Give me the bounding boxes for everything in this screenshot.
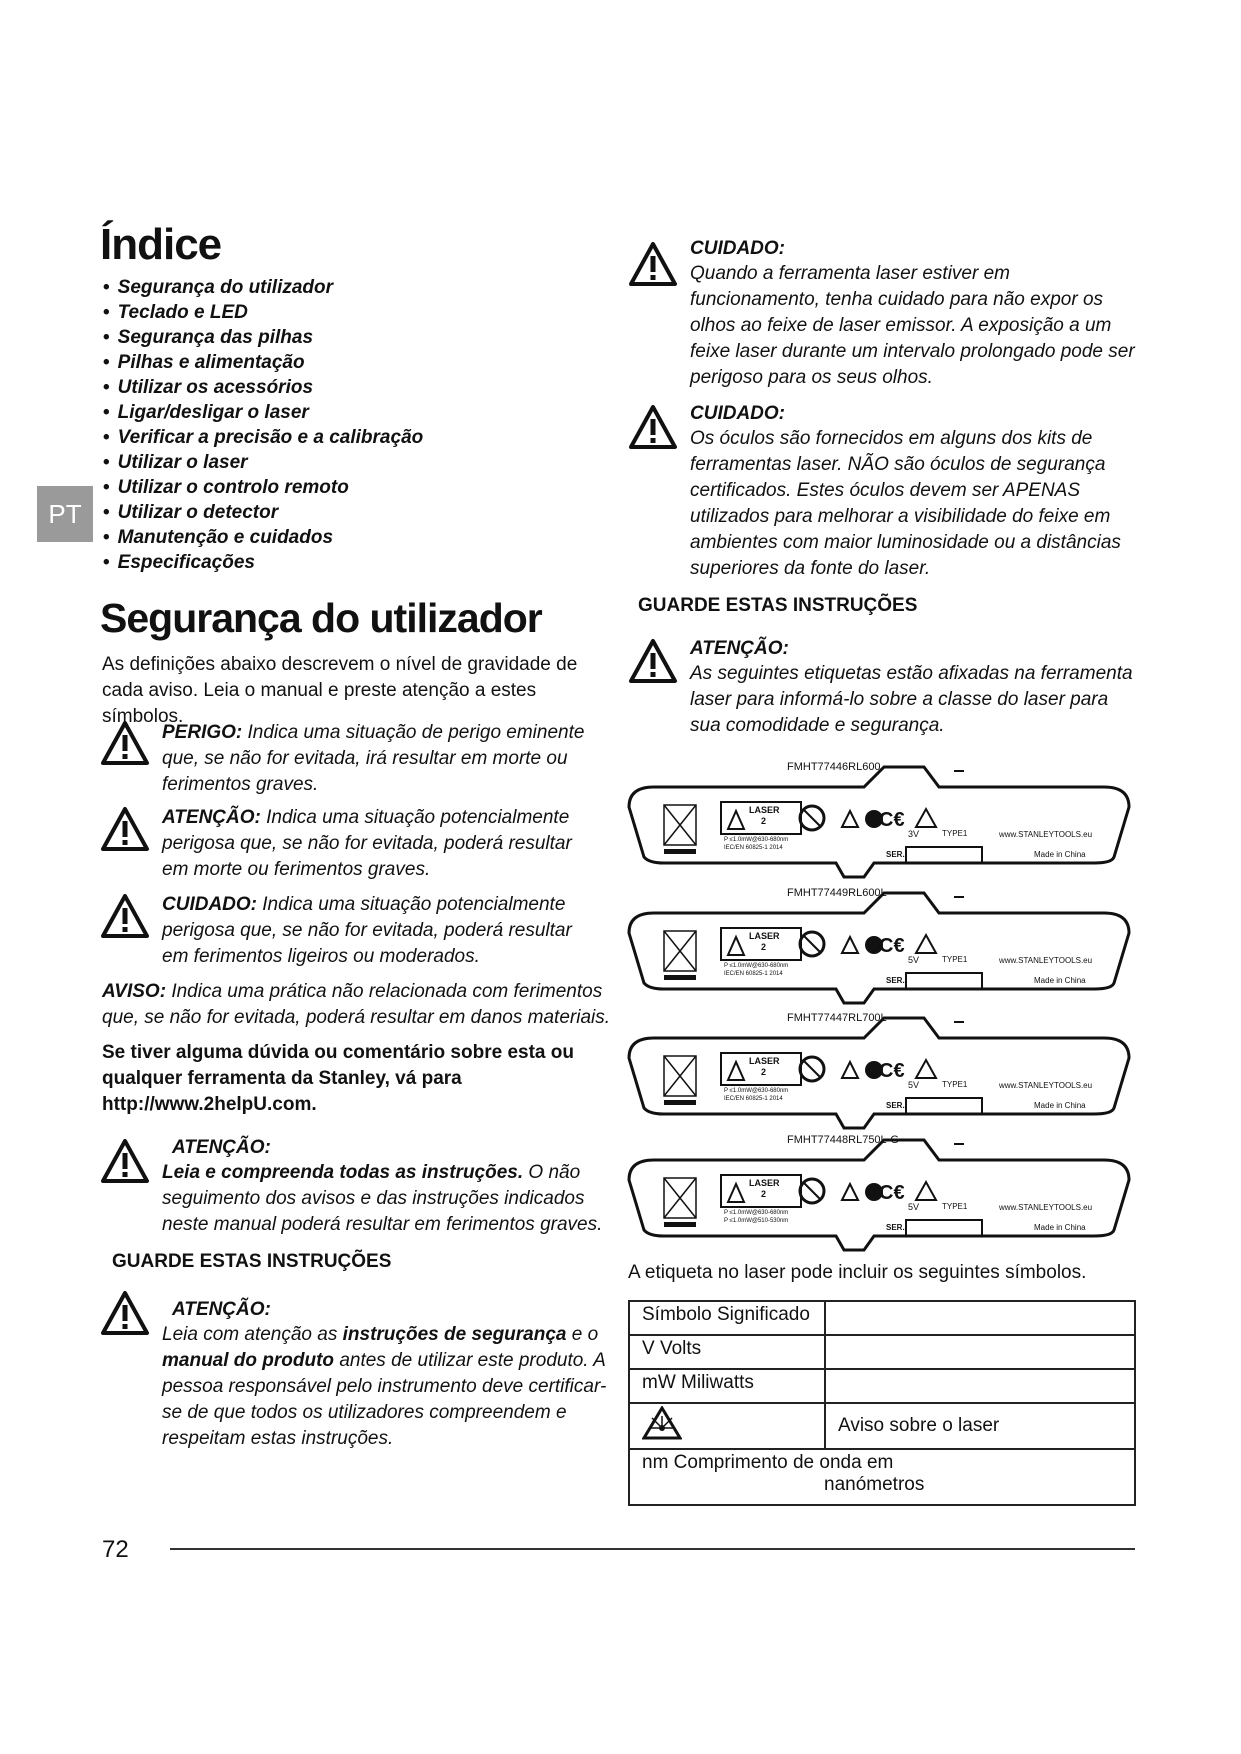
label-model: FMHT77449RL600L (787, 887, 887, 899)
label-standard-line: IEC/EN 60825-1 2014 (724, 971, 783, 977)
toc-item[interactable]: • Pilhas e alimentação (103, 350, 423, 375)
label-laser-text: LASER (749, 1056, 780, 1066)
label-serial: SER. (886, 1223, 905, 1232)
toc-item[interactable]: • Utilizar o detector (103, 500, 423, 525)
save-instructions-2: GUARDE ESTAS INSTRUÇÕES (638, 595, 918, 616)
warning2-part-a: Leia com atenção as (162, 1324, 343, 1345)
label-voltage: 5V (908, 1080, 920, 1090)
toc-item[interactable]: • Segurança do utilizador (103, 275, 423, 300)
label-voltage: 3V (908, 829, 920, 839)
atencao-definition (162, 805, 592, 883)
laser-warning-icon (642, 1406, 682, 1440)
symbols-intro: A etiqueta no laser pode incluir os seguintes símbolos. (628, 1262, 1087, 1283)
table-cell (629, 1403, 825, 1449)
label-made-in: Made in China (1034, 1101, 1086, 1110)
safety-title: Segurança do utilizador (100, 595, 542, 641)
label-power-line: P ≤1.0mW@630-680nm (724, 963, 789, 969)
warning1-text (162, 1160, 612, 1238)
warning2-title: ATENÇÃO: (172, 1299, 271, 1320)
warning-triangle-icon (628, 404, 678, 450)
label-serial: SER. (886, 1101, 905, 1110)
toc-item[interactable]: • Utilizar o laser (103, 450, 423, 475)
label-made-in: Made in China (1034, 976, 1086, 985)
laser-label (624, 1130, 1134, 1262)
toc-item[interactable]: • Manutenção e cuidados (103, 525, 423, 550)
safety-intro: As definições abaixo descrevem o nível de gravidade de cada aviso. Leia o manual e preste atenção a estes símbolos. (102, 654, 578, 727)
warning1-bold: Leia e compreenda todas as instruções. (162, 1162, 524, 1183)
ce-mark: C€ (879, 1060, 905, 1082)
attention-title: ATENÇÃO: (690, 638, 789, 659)
atencao-label: ATENÇÃO: (162, 807, 261, 828)
laser-label (624, 883, 1134, 1015)
table-row (629, 1449, 1135, 1505)
toc-item[interactable]: • Especificações (103, 550, 423, 575)
aviso-definition (102, 979, 612, 1031)
table-row (629, 1301, 1135, 1335)
toc-item[interactable]: • Verificar a precisão e a calibração (103, 425, 423, 450)
label-made-in: Made in China (1034, 1223, 1086, 1232)
warning-triangle-icon (100, 1138, 150, 1184)
warning2-part-c: e o (566, 1324, 599, 1345)
label-power-line: P ≤1.0mW@630-680nm (724, 837, 789, 843)
laser-label (624, 757, 1134, 889)
cuidado-text: Indica uma situação potencialmente perigosa que, se não for evitada, poderá resultar em ferimentos ligeiros ou moderados. (162, 894, 572, 967)
cuidado-definition (162, 892, 592, 970)
caution1-title: CUIDADO: (690, 238, 785, 259)
perigo-text: Indica uma situação de perigo eminente que, se não for evitada, irá resultar em morte ou ferimentos graves. (162, 722, 585, 795)
label-laser-class: 2 (761, 942, 767, 952)
symbols-table (628, 1300, 1136, 1506)
cuidado-label: CUIDADO: (162, 894, 257, 915)
table-cell (825, 1369, 1135, 1403)
label-website: www.STANLEYTOOLS.eu (999, 830, 1093, 839)
warning-triangle-icon (100, 806, 150, 852)
table-row (629, 1369, 1135, 1403)
warning2-part-e: antes de utilizar este produto. A pessoa responsável pelo instrumento deve certificar-se de que todos os utilizadores compreendem e respeitam estas instruções. (162, 1350, 607, 1449)
warning-triangle-icon (628, 241, 678, 287)
label-model: FMHT77448RL750L-G (787, 1134, 899, 1146)
perigo-definition (162, 720, 602, 798)
page-number: 72 (102, 1536, 129, 1563)
contact-text: Se tiver alguma dúvida ou comentário sobre esta ou qualquer ferramenta da Stanley, vá para http://www.2helpU.com. (102, 1042, 574, 1115)
table-row (629, 1335, 1135, 1369)
warning2-part-b: instruções de segurança (342, 1324, 567, 1345)
ce-mark: C€ (879, 1182, 905, 1204)
toc-item[interactable]: • Utilizar o controlo remoto (103, 475, 423, 500)
language-tab: PT (37, 486, 93, 542)
label-laser-class: 2 (761, 1067, 767, 1077)
table-cell: Símbolo Significado (629, 1301, 825, 1335)
label-power-line: P ≤1.0mW@630-680nm (724, 1088, 789, 1094)
label-laser-class: 2 (761, 816, 767, 826)
nm-line-2: nanómetros (824, 1474, 925, 1495)
warning-triangle-icon (100, 1290, 150, 1336)
label-type: TYPE1 (942, 1080, 968, 1089)
label-serial: SER. (886, 850, 905, 859)
label-standard-line: IEC/EN 60825-1 2014 (724, 845, 783, 851)
table-cell (825, 1301, 1135, 1335)
label-laser-text: LASER (749, 931, 780, 941)
label-standard-line: P ≤1.0mW@510-530nm (724, 1218, 789, 1224)
label-laser-text: LASER (749, 1178, 780, 1188)
label-laser-text: LASER (749, 805, 780, 815)
table-cell: mW Miliwatts (629, 1369, 825, 1403)
warning1-title: ATENÇÃO: (172, 1137, 271, 1158)
table-cell: Aviso sobre o laser (825, 1403, 1135, 1449)
warning2-text (162, 1322, 612, 1452)
label-laser-class: 2 (761, 1189, 767, 1199)
label-voltage: 5V (908, 955, 920, 965)
table-cell (629, 1449, 1135, 1505)
aviso-label: AVISO: (102, 981, 167, 1002)
warning-triangle-icon (100, 893, 150, 939)
caution2-title: CUIDADO: (690, 403, 785, 424)
warning1-body: O não seguimento dos avisos e das instruções indicados neste manual poderá resultar em ferimentos graves. (162, 1162, 603, 1235)
label-type: TYPE1 (942, 1202, 968, 1211)
aviso-text: Indica uma prática não relacionada com ferimentos que, se não for evitada, poderá resultar em danos materiais. (102, 981, 611, 1028)
caution2-text: Os óculos são fornecidos em alguns dos kits de ferramentas laser. NÃO são óculos de segurança certificados. Estes óculos devem ser APENAS utilizados para melhorar a visibilidade do feixe em ambientes com maior luminosidade ou a distâncias superiores da fonte do laser. (690, 428, 1121, 579)
atencao-text: Indica uma situação potencialmente perigosa que, se não for evitada, poderá resultar em morte ou ferimentos graves. (162, 807, 572, 880)
attention-text: As seguintes etiquetas estão afixadas na ferramenta laser para informá-lo sobre a classe do laser para sua comodidade e segurança. (690, 663, 1133, 736)
toc-item[interactable]: • Ligar/desligar o laser (103, 400, 423, 425)
label-serial: SER. (886, 976, 905, 985)
label-type: TYPE1 (942, 955, 968, 964)
warning2-part-d: manual do produto (162, 1350, 335, 1371)
index-title: Índice (100, 220, 222, 269)
warning-triangle-icon (628, 638, 678, 684)
warning-triangle-icon (100, 720, 150, 766)
toc-item[interactable]: • Teclado e LED (103, 300, 423, 325)
save-instructions-1: GUARDE ESTAS INSTRUÇÕES (112, 1251, 392, 1272)
nm-line-1: nm Comprimento de onda em (642, 1452, 894, 1473)
table-cell: V Volts (629, 1335, 825, 1369)
label-power-line: P ≤1.0mW@630-680nm (724, 1210, 789, 1216)
label-standard-line: IEC/EN 60825-1 2014 (724, 1096, 783, 1102)
table-row (629, 1403, 1135, 1449)
table-cell (825, 1335, 1135, 1369)
footer-rule (170, 1548, 1135, 1550)
toc-item[interactable]: • Utilizar os acessórios (103, 375, 423, 400)
index-list (103, 275, 423, 575)
label-voltage: 5V (908, 1202, 920, 1212)
label-website: www.STANLEYTOOLS.eu (999, 1203, 1093, 1212)
caution1-text: Quando a ferramenta laser estiver em funcionamento, tenha cuidado para não expor os olhos ao feixe de laser emissor. A exposição a um feixe laser durante um intervalo prolongado pode ser perigoso para os seus olhos. (690, 263, 1135, 388)
label-made-in: Made in China (1034, 850, 1086, 859)
label-website: www.STANLEYTOOLS.eu (999, 1081, 1093, 1090)
perigo-label: PERIGO: (162, 722, 243, 743)
label-model: FMHT77447RL700L (787, 1012, 887, 1024)
ce-mark: C€ (879, 935, 905, 957)
toc-item[interactable]: • Segurança das pilhas (103, 325, 423, 350)
label-website: www.STANLEYTOOLS.eu (999, 956, 1093, 965)
label-model: FMHT77446RL600 (787, 761, 881, 773)
label-type: TYPE1 (942, 829, 968, 838)
ce-mark: C€ (879, 809, 905, 831)
laser-label (624, 1008, 1134, 1140)
